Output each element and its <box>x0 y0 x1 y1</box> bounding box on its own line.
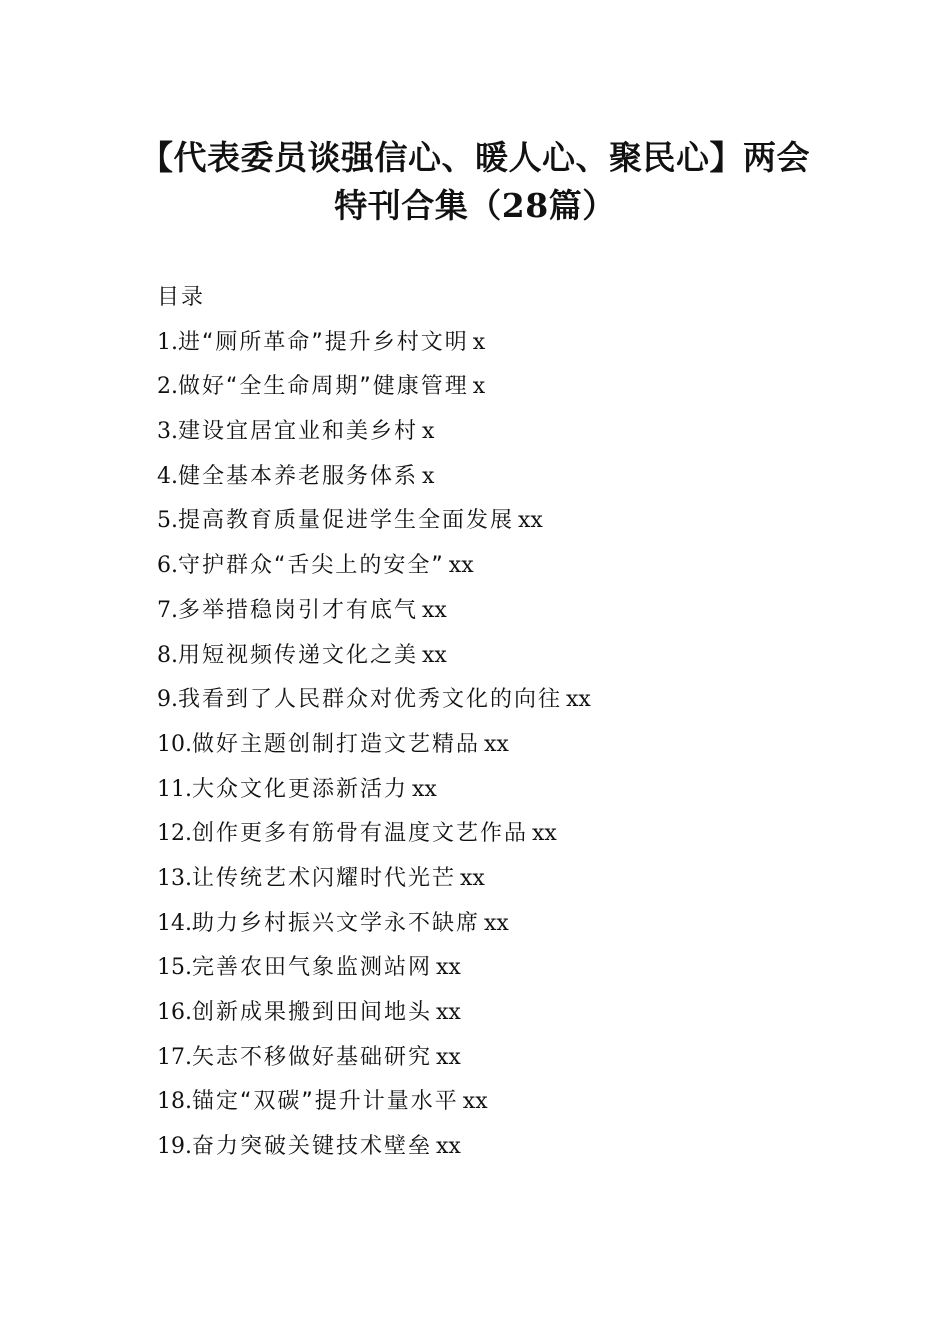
toc-item-number: 8. <box>157 642 178 668</box>
toc-item-title: 健全基本养老服务体系 <box>178 463 419 489</box>
toc-item <box>157 723 877 768</box>
toc-item <box>157 634 877 679</box>
toc-item <box>157 1080 877 1125</box>
toc-item-number: 3. <box>157 419 178 445</box>
document-title <box>60 134 890 230</box>
toc-item-page: xx <box>484 910 509 936</box>
toc-item <box>157 544 877 589</box>
title-line-1: 【代表委员谈强信心、暖人心、聚民心】两会 <box>140 138 810 177</box>
table-of-contents <box>157 276 877 1170</box>
toc-item-page: xx <box>448 553 474 579</box>
toc-item-page: xx <box>518 508 543 534</box>
toc-item-number: 2. <box>157 374 178 400</box>
title-line-2: 特刊合集（28篇） <box>334 186 616 225</box>
toc-item-number: 1. <box>157 329 178 355</box>
toc-item-title: 用短视频传递文化之美 <box>178 642 419 668</box>
toc-item <box>157 321 877 366</box>
toc-item-page: xx <box>436 1044 461 1070</box>
toc-item-title: 做好主题创制打造文艺精品 <box>192 731 481 757</box>
toc-item <box>157 365 877 410</box>
toc-item-title: 奋力突破关键技术壁垒 <box>192 1134 433 1160</box>
toc-item-page: xx <box>566 687 591 713</box>
toc-item-page: x <box>472 329 486 355</box>
toc-item <box>157 768 877 813</box>
toc-item-number: 19. <box>157 1134 192 1160</box>
toc-item-number: 5. <box>157 508 178 534</box>
toc-item-number: 7. <box>157 597 178 623</box>
toc-item-title: 创新成果搬到田间地头 <box>192 1000 433 1025</box>
toc-item-number: 18. <box>157 1089 192 1115</box>
toc-item-page: xx <box>436 955 461 981</box>
toc-item-title: 提高教育质量促进学生全面发展 <box>178 508 515 534</box>
toc-item-number: 4. <box>157 463 178 489</box>
toc-item-title: 建设宜居宜业和美乡村 <box>178 419 419 445</box>
toc-item-number: 6. <box>157 553 178 579</box>
toc-item-number: 15. <box>157 955 192 981</box>
toc-item-page: xx <box>422 642 447 668</box>
toc-item-number: 9. <box>157 687 178 713</box>
toc-item-title: 我看到了人民群众对优秀文化的向往 <box>178 687 563 713</box>
toc-item-title: 助力乡村振兴文学永不缺席 <box>192 910 481 936</box>
toc-item-title: 矢志不移做好基础研究 <box>192 1044 433 1070</box>
toc-item-page: xx <box>412 776 437 802</box>
toc-item <box>157 1036 877 1081</box>
toc-item-page: xx <box>462 1089 488 1115</box>
toc-item-title: 进“厕所革命”提升乡村文明 <box>178 329 469 355</box>
toc-item-page: xx <box>532 821 557 847</box>
toc-item-number: 14. <box>157 910 192 936</box>
toc-item-number: 16. <box>157 1000 192 1025</box>
toc-list <box>157 321 877 1170</box>
toc-item-page: xx <box>436 1134 461 1160</box>
toc-item-number: 13. <box>157 865 192 891</box>
toc-item-page: x <box>422 419 435 445</box>
toc-item-number: 10. <box>157 731 192 757</box>
toc-item <box>157 857 877 902</box>
toc-item <box>157 1125 877 1170</box>
toc-item-page: x <box>472 374 486 400</box>
toc-item-page: xx <box>484 731 509 757</box>
toc-item <box>157 455 877 500</box>
toc-item-page: xx <box>460 865 485 891</box>
toc-item <box>157 499 877 544</box>
toc-heading: 目录 <box>157 285 206 310</box>
toc-item-number: 11. <box>157 776 192 802</box>
toc-item-title: 多举措稳岗引才有底气 <box>178 597 419 623</box>
toc-item-title: 创作更多有筋骨有温度文艺作品 <box>192 821 529 847</box>
toc-item <box>157 678 877 723</box>
toc-item-title: 让传统艺术闪耀时代光芒 <box>192 865 457 891</box>
toc-item <box>157 902 877 947</box>
toc-item-number: 17. <box>157 1044 192 1070</box>
toc-item <box>157 812 877 857</box>
toc-item-title: 守护群众“舌尖上的安全” <box>178 553 445 579</box>
toc-item-title: 做好“全生命周期”健康管理 <box>178 374 469 400</box>
toc-item-page: xx <box>436 1000 461 1025</box>
toc-item-page: xx <box>422 597 447 623</box>
toc-item-page: x <box>422 463 435 489</box>
toc-item <box>157 589 877 634</box>
toc-item <box>157 410 877 455</box>
toc-item-title: 大众文化更添新活力 <box>192 776 409 802</box>
toc-item-number: 12. <box>157 821 192 847</box>
toc-item <box>157 946 877 991</box>
toc-item-title: 锚定“双碳”提升计量水平 <box>192 1089 459 1115</box>
toc-item-title: 完善农田气象监测站网 <box>192 955 433 981</box>
toc-item <box>157 991 877 1036</box>
